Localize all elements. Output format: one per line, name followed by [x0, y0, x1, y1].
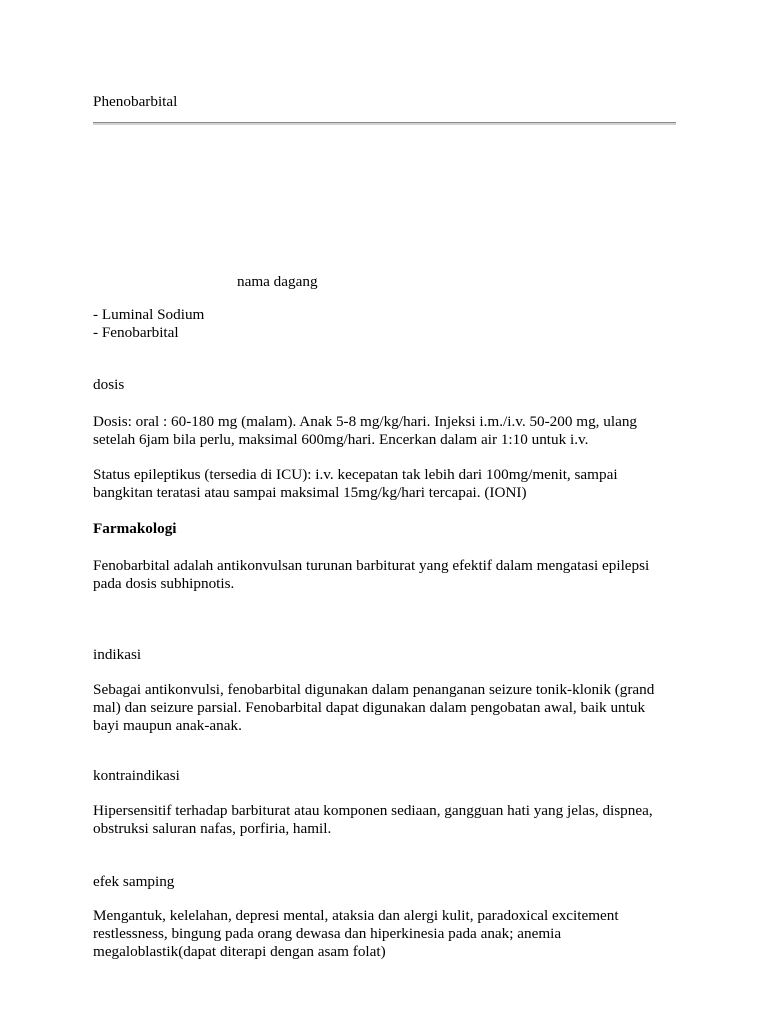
indication-line: bayi maupun anak-anak.: [93, 717, 242, 734]
dosage-line: setelah 6jam bila perlu, maksimal 600mg/hari. Encerkan dalam air 1:10 untuk i.v.: [93, 431, 589, 448]
dosage-line: Dosis: oral : 60-180 mg (malam). Anak 5-8 mg/kg/hari. Injeksi i.m./i.v. 50-200 mg, ulang: [93, 413, 638, 430]
pharmacology-heading: Farmakologi: [93, 520, 177, 537]
side-effects-line: restlessness, bingung pada orang dewasa dan hiperkinesia pada anak; anemia: [93, 925, 562, 942]
indication-heading: indikasi: [93, 646, 142, 663]
status-epilepticus-line: bangkitan teratasi atau sampai maksimal 15mg/kg/hari tercapai. (IONI): [93, 484, 527, 501]
brand-item: - Fenobarbital: [93, 324, 179, 341]
contraindication-line: obstruksi saluran nafas, porfiria, hamil.: [93, 820, 332, 837]
contraindication-heading: kontraindikasi: [93, 767, 180, 784]
brand-heading: nama dagang: [237, 273, 318, 290]
pharmacology-line: pada dosis subhipnotis.: [93, 575, 235, 592]
brand-item: - Luminal Sodium: [93, 306, 205, 323]
contraindication-line: Hipersensitif terhadap barbiturat atau komponen sediaan, gangguan hati yang jelas, dispnea,: [93, 802, 653, 819]
horizontal-rule: [93, 122, 676, 125]
dosage-heading: dosis: [93, 376, 125, 393]
status-epilepticus-line: Status epileptikus (tersedia di ICU): i.v. kecepatan tak lebih dari 100mg/menit, sampai: [93, 466, 618, 483]
side-effects-heading: efek samping: [93, 873, 175, 890]
indication-line: Sebagai antikonvulsi, fenobarbital digunakan dalam penanganan seizure tonik-klonik (grand: [93, 681, 655, 698]
side-effects-line: megaloblastik(dapat diterapi dengan asam folat): [93, 943, 386, 960]
pharmacology-line: Fenobarbital adalah antikonvulsan turunan barbiturat yang efektif dalam mengatasi epilepsi: [93, 557, 650, 574]
document-title: Phenobarbital: [93, 93, 178, 110]
indication-line: mal) dan seizure parsial. Fenobarbital dapat digunakan dalam pengobatan awal, baik untuk: [93, 699, 646, 716]
side-effects-line: Mengantuk, kelelahan, depresi mental, ataksia dan alergi kulit, paradoxical excitement: [93, 907, 619, 924]
